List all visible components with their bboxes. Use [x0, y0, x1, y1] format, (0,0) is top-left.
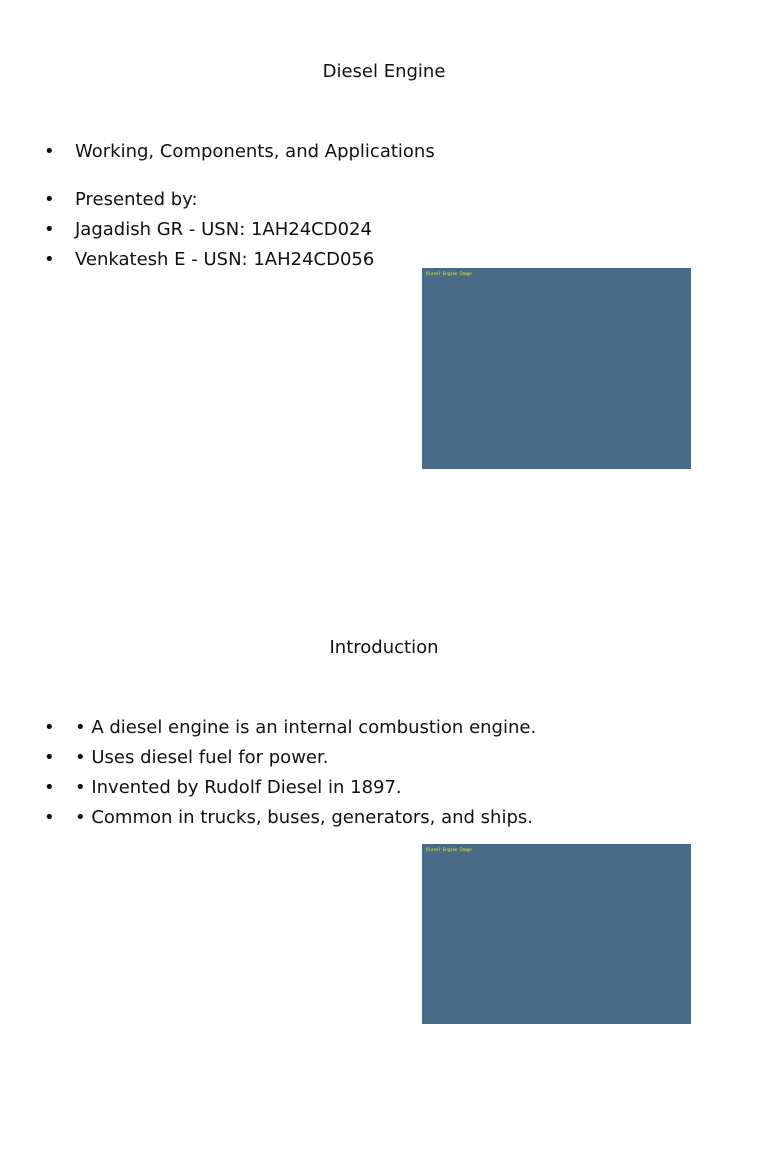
bullet-item	[44, 803, 536, 833]
image-caption: Diesel Engine Image	[426, 847, 472, 852]
bullet-text: Jagadish GR - USN: 1AH24CD024	[75, 219, 372, 240]
image-caption: Diesel Engine Image	[426, 271, 472, 276]
bullet-dot-icon: •	[44, 249, 55, 270]
bullet-item	[44, 215, 435, 245]
bullet-dot-icon: •	[44, 219, 55, 240]
bullet-dot-icon: •	[44, 777, 55, 798]
engine-image-placeholder	[422, 268, 691, 469]
bullet-text: • Common in trucks, buses, generators, and ships.	[75, 807, 533, 828]
engine-image-placeholder	[422, 844, 691, 1024]
bullet-dot-icon: •	[44, 807, 55, 828]
bullet-list	[44, 137, 435, 275]
bullet-item	[44, 743, 536, 773]
bullet-text: Venkatesh E - USN: 1AH24CD056	[75, 249, 375, 270]
bullet-dot-icon: •	[44, 747, 55, 768]
bullet-text: • Uses diesel fuel for power.	[75, 747, 329, 768]
bullet-dot-icon: •	[44, 189, 55, 210]
slide-2	[0, 576, 768, 1152]
bullet-dot-icon: •	[44, 717, 55, 738]
bullet-item	[44, 713, 536, 743]
bullet-item	[44, 245, 435, 275]
bullet-text: Working, Components, and Applications	[75, 141, 435, 162]
bullet-text: • Invented by Rudolf Diesel in 1897.	[75, 777, 402, 798]
bullet-dot-icon: •	[44, 141, 55, 162]
slide-title: Introduction	[329, 637, 439, 658]
bullet-text: • A diesel engine is an internal combustion engine.	[75, 717, 537, 738]
bullet-list	[44, 713, 536, 833]
bullet-item	[44, 137, 435, 185]
slide-title: Diesel Engine	[322, 61, 446, 82]
bullet-text: Presented by:	[75, 189, 198, 210]
bullet-item	[44, 185, 435, 215]
bullet-item	[44, 773, 536, 803]
